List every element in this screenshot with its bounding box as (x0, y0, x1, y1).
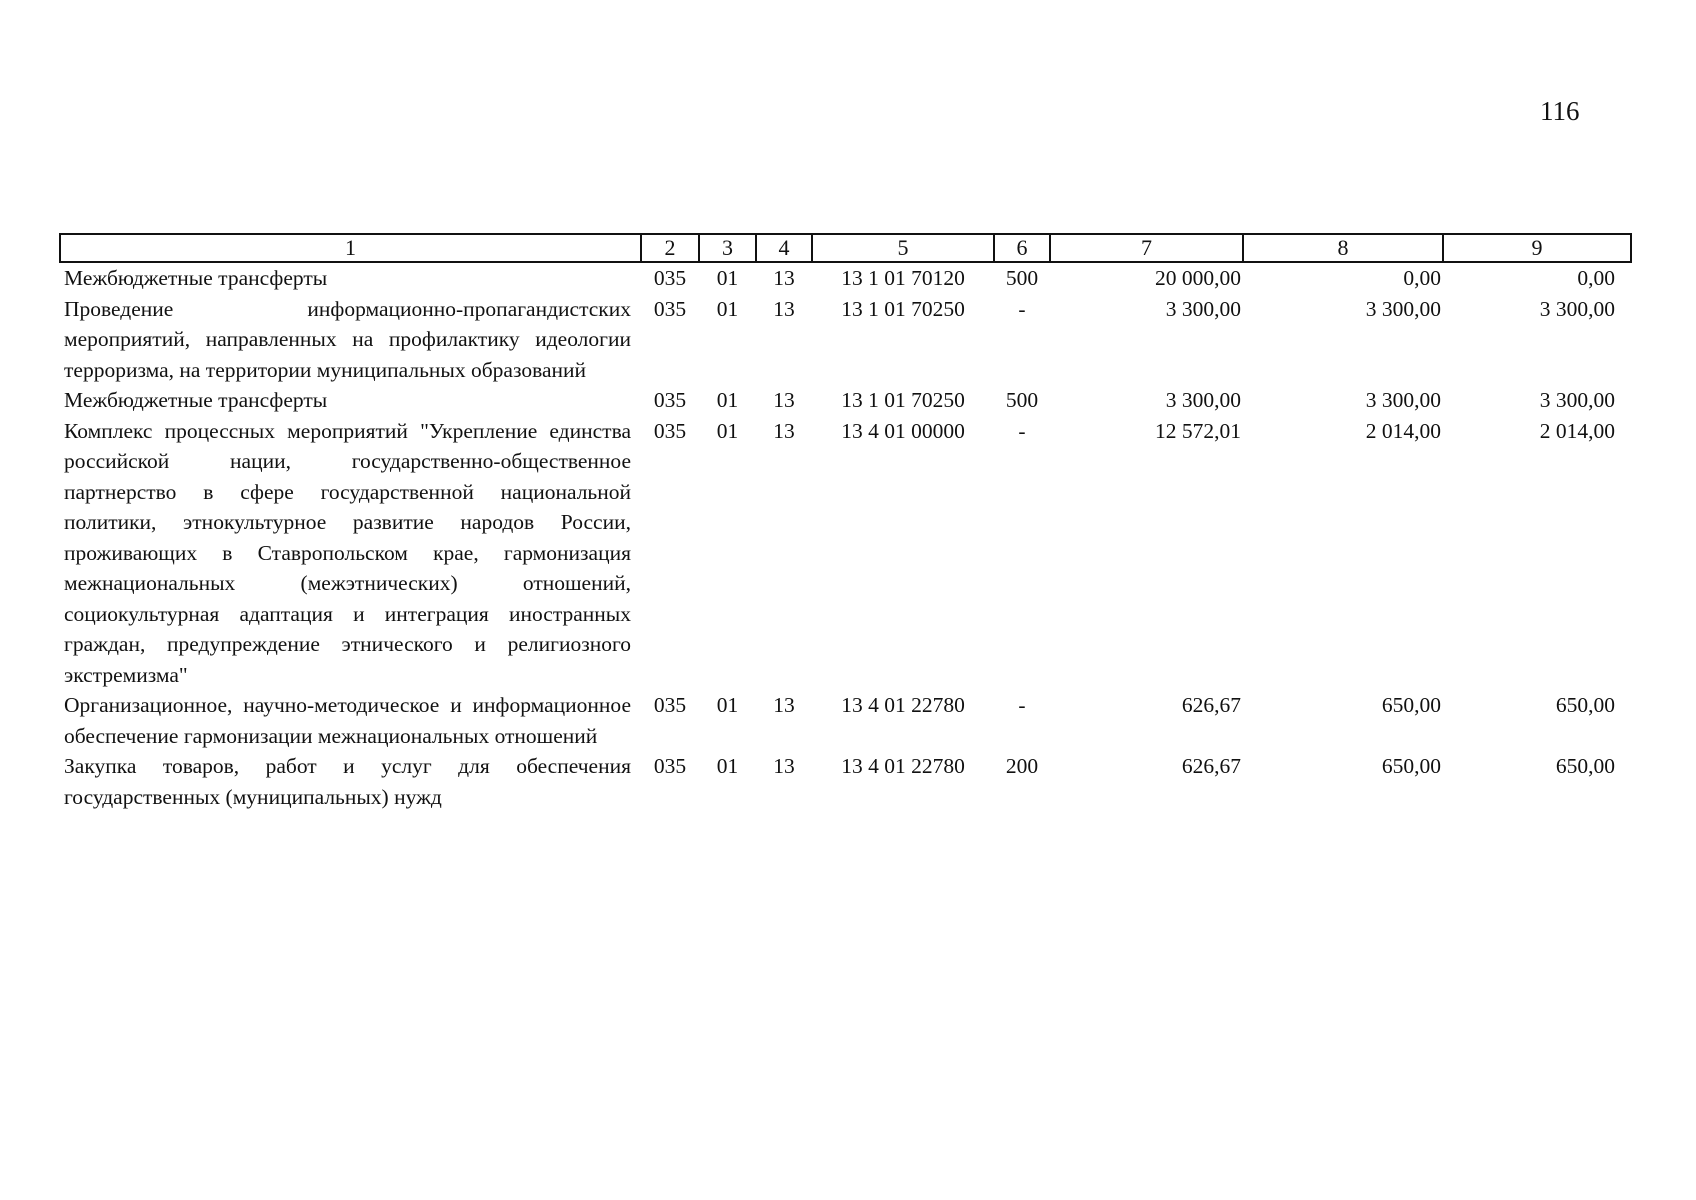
row-col-2: 035 (653, 754, 687, 778)
row-col-9: 3 300,00 (1539, 388, 1615, 412)
row-col-8: 3 300,00 (1365, 388, 1441, 412)
row-name: Организационное, научно-методическое и информационное обеспечение гармонизации межнациональных отношений (64, 693, 631, 748)
row-col-7: 3 300,00 (1165, 296, 1241, 321)
row-col-6: - (1018, 296, 1026, 321)
table-row (60, 385, 1631, 416)
header-col-3: 3 (699, 234, 756, 262)
row-col-4: 13 (773, 754, 795, 778)
header-col-5: 5 (812, 234, 994, 262)
row-col-7: 626,67 (1181, 693, 1241, 717)
row-col-6: 500 (1005, 388, 1039, 412)
budget-table (59, 233, 1632, 812)
row-col-6: 500 (1005, 266, 1039, 290)
row-col-5: 13 4 01 00000 (841, 418, 965, 443)
row-name: Проведение информационно-пропагандистских мероприятий, направленных на профилактику идеологии терроризма, на территории муниципальных образований (64, 296, 631, 382)
row-col-5: 13 1 01 70250 (841, 388, 965, 412)
row-col-6: 200 (1005, 754, 1039, 778)
row-col-9: 0,00 (1577, 266, 1615, 290)
header-col-4: 4 (756, 234, 812, 262)
row-col-5: 13 4 01 22780 (841, 754, 965, 778)
table-row (60, 294, 1631, 386)
row-name: Межбюджетные трансферты (64, 388, 328, 412)
row-name: Комплекс процессных мероприятий "Укрепление единства российской нации, государственно-общественное партнерство в сфере государственной национальной политики, этнокультурное развитие народов России, проживающих в Ставропольском крае, гармонизация межнациональных (межэтнических) отношений, социокультурная адаптация и интеграция иностранных граждан, предупреждение этнического и религиозного экстремизма" (64, 418, 631, 687)
header-col-8: 8 (1243, 234, 1443, 262)
row-col-8: 2 014,00 (1365, 418, 1441, 443)
row-col-7: 3 300,00 (1165, 388, 1241, 412)
header-col-7: 7 (1050, 234, 1243, 262)
row-col-9: 650,00 (1555, 754, 1615, 778)
row-col-8: 0,00 (1403, 266, 1441, 290)
row-col-5: 13 1 01 70120 (841, 266, 965, 290)
header-col-9: 9 (1443, 234, 1631, 262)
row-col-2: 035 (653, 296, 687, 321)
row-name: Межбюджетные трансферты (64, 266, 328, 290)
table-row (60, 751, 1631, 812)
table-row (60, 690, 1631, 751)
row-col-3: 01 (716, 388, 739, 412)
header-col-6: 6 (994, 234, 1050, 262)
row-col-2: 035 (653, 693, 687, 717)
row-col-9: 2 014,00 (1539, 418, 1615, 443)
row-col-2: 035 (653, 388, 687, 412)
row-col-3: 01 (716, 754, 739, 778)
row-col-4: 13 (773, 388, 795, 412)
row-col-8: 3 300,00 (1365, 296, 1441, 321)
row-col-5: 13 4 01 22780 (841, 693, 965, 717)
table-body (60, 262, 1631, 812)
row-col-3: 01 (716, 266, 739, 290)
header-col-1: 1 (60, 234, 641, 262)
row-col-7: 626,67 (1181, 754, 1241, 778)
page-number: 116 (1540, 96, 1580, 126)
row-col-8: 650,00 (1381, 693, 1441, 717)
row-col-4: 13 (773, 693, 795, 717)
row-col-5: 13 1 01 70250 (841, 296, 965, 321)
row-col-9: 3 300,00 (1539, 296, 1615, 321)
row-col-2: 035 (653, 266, 687, 290)
row-col-3: 01 (716, 418, 739, 443)
row-col-7: 12 572,01 (1155, 418, 1241, 443)
table-row (60, 416, 1631, 691)
row-col-8: 650,00 (1381, 754, 1441, 778)
row-col-7: 20 000,00 (1155, 266, 1241, 290)
row-name: Закупка товаров, работ и услуг для обеспечения государственных (муниципальных) нужд (64, 754, 631, 809)
row-col-9: 650,00 (1555, 693, 1615, 717)
table-row (60, 262, 1631, 294)
row-col-3: 01 (716, 296, 739, 321)
row-col-3: 01 (716, 693, 739, 717)
row-col-4: 13 (773, 418, 795, 443)
row-col-2: 035 (653, 418, 687, 443)
row-col-4: 13 (773, 266, 795, 290)
header-row (60, 234, 1631, 262)
row-col-4: 13 (773, 296, 795, 321)
header-col-2: 2 (641, 234, 699, 262)
row-col-6: - (1018, 418, 1026, 443)
row-col-6: - (1018, 693, 1026, 717)
table-header (60, 234, 1631, 262)
